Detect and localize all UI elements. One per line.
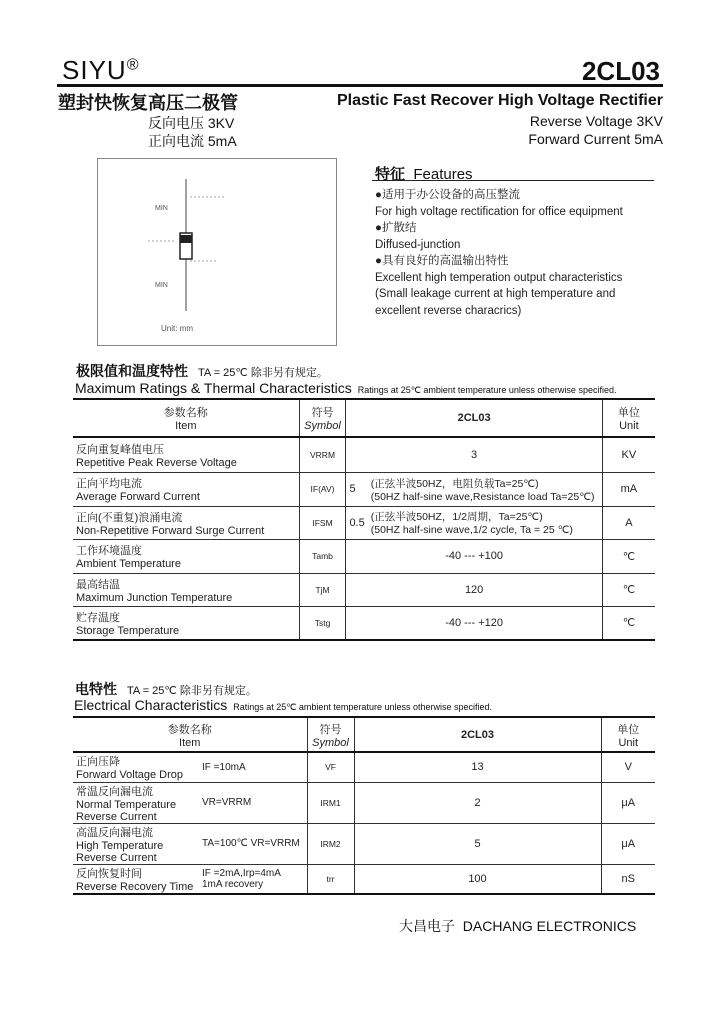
item-header — [73, 717, 307, 752]
title-en: Plastic Fast Recover High Voltage Rectifier — [336, 92, 663, 109]
max-ratings-title-cn: 极限值和温度特性 — [76, 363, 188, 379]
param-name — [73, 752, 199, 782]
param-name — [73, 539, 299, 573]
condition-line: IF =2mA,Irp=4mA — [202, 867, 281, 879]
param-name-cn: 反向恢复时间 — [76, 867, 142, 880]
param-name-cn: 正向压降 — [76, 756, 120, 769]
test-condition — [199, 864, 307, 894]
param-name — [73, 506, 299, 539]
company-name-en: DACHANG ELECTRONICS — [462, 918, 637, 934]
condition-cn: (正弦半波50HZ，电阻负载Ta=25℃) — [370, 477, 539, 490]
test-condition — [199, 752, 307, 782]
symbol-header — [299, 399, 346, 437]
max-ratings-note: Ratings at 25℃ ambient temperature unless otherwise specified. — [357, 385, 617, 395]
feature-line: ●适用于办公设备的高压整流 — [375, 189, 520, 201]
param-value: 3 — [346, 437, 602, 472]
param-name-en: Non-Repetitive Forward Surge Current — [76, 524, 265, 537]
param-unit: nS — [601, 864, 655, 894]
item-header-en: Item — [175, 420, 197, 432]
param-symbol: IFSM — [299, 506, 346, 539]
value-header: 2CL03 — [354, 717, 601, 752]
unit-header-en: Unit — [618, 736, 639, 749]
param-name-en: Repetitive Peak Reverse Voltage — [76, 456, 237, 469]
test-condition — [199, 823, 307, 864]
param-name — [73, 864, 199, 894]
param-name-en: High Temperature Reverse Current — [76, 839, 164, 864]
features-heading-cn: 特征 — [375, 166, 406, 183]
electrical-heading-en — [74, 697, 492, 713]
electrical-condition-cn: TA = 25℃ 除非另有规定。 — [127, 685, 257, 697]
title-cn: 塑封快恢复高压二极管 — [58, 93, 238, 113]
param-unit: μA — [601, 823, 655, 864]
unit-header-cn: 单位 — [617, 407, 640, 419]
param-unit: KV — [602, 437, 655, 472]
features-heading-en: Features — [413, 166, 473, 183]
symbol-header-cn: 符号 — [311, 407, 334, 419]
param-name-en: Maximum Junction Temperature — [76, 591, 233, 604]
unit-header — [601, 717, 655, 752]
item-header — [73, 399, 299, 437]
table-header-row — [73, 717, 655, 752]
param-name-en: Reverse Recovery Time — [76, 880, 194, 893]
feature-line: (Small leakage current at high temperature and — [375, 288, 616, 300]
param-symbol: IRM2 — [307, 823, 354, 864]
param-name — [73, 823, 199, 864]
param-value: -40 --- +120 — [346, 606, 602, 640]
param-symbol: Tamb — [299, 539, 346, 573]
electrical-heading-cn — [75, 679, 257, 699]
param-symbol: VRRM — [299, 437, 346, 472]
registered-mark: ® — [126, 56, 140, 74]
table-row — [73, 606, 655, 640]
param-name-en: Ambient Temperature — [76, 558, 181, 570]
feature-line: Diffused-junction — [375, 238, 461, 251]
param-value: 2 — [354, 782, 601, 823]
item-header-cn: 参数名称 — [167, 723, 212, 736]
symbol-header — [307, 717, 354, 752]
table-row — [73, 472, 655, 506]
param-name — [73, 573, 299, 606]
feature-line: Excellent high temperation output characteristics — [375, 271, 623, 284]
electrical-note: Ratings at 25℃ ambient temperature unless otherwise specified. — [233, 702, 493, 712]
brand-logo — [62, 55, 139, 86]
param-symbol: IF(AV) — [299, 472, 346, 506]
param-name-en: Storage Temperature — [76, 624, 180, 637]
param-value: 5 — [354, 823, 601, 864]
symbol-header-cn: 符号 — [319, 723, 342, 736]
param-name-en: Normal Temperature Reverse Current — [76, 798, 177, 823]
table-row — [73, 539, 655, 573]
param-name-cn: 最高结温 — [76, 578, 120, 591]
company-name-cn: 大昌电子 — [399, 918, 455, 934]
param-unit: ℃ — [602, 606, 655, 640]
min-label-bottom: MIN — [155, 282, 168, 289]
param-unit: μA — [601, 782, 655, 823]
param-unit: ℃ — [602, 573, 655, 606]
param-unit: ℃ — [602, 539, 655, 573]
param-name — [73, 437, 299, 472]
value-header: 2CL03 — [346, 399, 602, 437]
unit-header-cn: 单位 — [617, 723, 640, 736]
max-ratings-heading-en — [75, 380, 616, 396]
feature-line: ●扩散结 — [375, 222, 417, 234]
electrical-title-cn: 电特性 — [75, 681, 117, 697]
features-list — [375, 187, 665, 319]
param-name-en: Average Forward Current — [76, 491, 200, 503]
table-row — [73, 437, 655, 472]
condition-line: TA=100℃ VR=VRRM — [202, 838, 300, 849]
max-ratings-table — [73, 398, 655, 641]
param-value: 120 — [346, 573, 602, 606]
table-row — [73, 782, 655, 823]
unit-header — [602, 399, 655, 437]
param-name — [73, 606, 299, 640]
max-ratings-heading-cn — [76, 361, 328, 381]
param-symbol: trr — [307, 864, 354, 894]
param-symbol: IRM1 — [307, 782, 354, 823]
param-name — [73, 782, 199, 823]
param-name-cn: 贮存温度 — [76, 611, 120, 624]
table-row — [73, 506, 655, 539]
param-value: -40 --- +100 — [346, 539, 602, 573]
param-symbol: TjM — [299, 573, 346, 606]
param-value: 0.5 — [346, 506, 368, 539]
forward-current-cn: 正向电流 5mA — [148, 133, 237, 149]
param-value: 5 — [346, 472, 368, 506]
param-name-cn: 正向(不重复)浪涌电流 — [76, 511, 183, 524]
condition-line: IF =10mA — [202, 761, 246, 773]
company-footer — [399, 916, 636, 936]
outline-svg — [98, 159, 336, 345]
table-row — [73, 573, 655, 606]
condition-en: (50HZ half-sine wave,1/2 cycle, Ta = 25 ℃) — [370, 524, 573, 536]
condition-cn: (正弦半波50HZ，1/2周期，Ta=25℃) — [370, 511, 543, 523]
condition-line: 1mA recovery — [202, 878, 264, 890]
features-divider — [372, 180, 654, 181]
unit-header-en: Unit — [619, 420, 639, 432]
brand-name: SIYU — [62, 55, 127, 85]
condition-en: (50HZ half-sine wave,Resistance load Ta=25℃) — [370, 490, 595, 503]
max-ratings-condition-cn: TA = 25℃ 除非另有规定。 — [198, 367, 328, 379]
item-header-cn: 参数名称 — [163, 407, 208, 419]
table-row — [73, 864, 655, 894]
param-condition — [368, 506, 603, 539]
reverse-voltage-cn: 反向电压 3KV — [148, 115, 235, 131]
param-name-cn: 反向重复峰值电压 — [76, 443, 164, 456]
param-value: 100 — [354, 864, 601, 894]
param-unit: mA — [602, 472, 655, 506]
table-row — [73, 752, 655, 782]
electrical-title-en: Electrical Characteristics — [74, 697, 228, 713]
param-symbol: Tstg — [299, 606, 346, 640]
test-condition — [199, 782, 307, 823]
feature-line: ●具有良好的高温输出特性 — [375, 255, 509, 267]
param-name-en: Forward Voltage Drop — [76, 769, 183, 782]
cathode-band — [180, 235, 192, 243]
package-outline-drawing — [97, 158, 337, 346]
min-label-top: MIN — [155, 205, 168, 212]
unit-label: Unit: mm — [161, 324, 193, 333]
param-value: 13 — [354, 752, 601, 782]
symbol-header-en: Symbol — [312, 736, 349, 749]
table-row — [73, 823, 655, 864]
electrical-table — [73, 716, 655, 895]
param-unit: A — [602, 506, 655, 539]
param-symbol: VF — [307, 752, 354, 782]
param-name-cn: 高温反向漏电流 — [76, 826, 153, 839]
param-name — [73, 472, 299, 506]
symbol-header-en: Symbol — [304, 420, 341, 432]
forward-current-en: Forward Current 5mA — [528, 131, 663, 147]
param-name-cn: 常温反向漏电流 — [76, 785, 153, 798]
feature-line: excellent reverse characrics) — [375, 304, 522, 317]
item-header-en: Item — [179, 736, 201, 749]
max-ratings-title-en: Maximum Ratings & Thermal Characteristics — [75, 380, 352, 396]
param-name-cn: 正向平均电流 — [76, 478, 142, 490]
feature-line: For high voltage rectification for office equipment — [375, 205, 623, 218]
header-divider — [57, 84, 663, 87]
param-condition — [368, 472, 603, 506]
param-name-cn: 工作环境温度 — [76, 545, 142, 557]
reverse-voltage-en: Reverse Voltage 3KV — [529, 113, 663, 129]
param-unit: V — [601, 752, 655, 782]
table-header-row — [73, 399, 655, 437]
part-number: 2CL03 — [581, 56, 660, 86]
condition-line: VR=VRRM — [202, 797, 252, 808]
